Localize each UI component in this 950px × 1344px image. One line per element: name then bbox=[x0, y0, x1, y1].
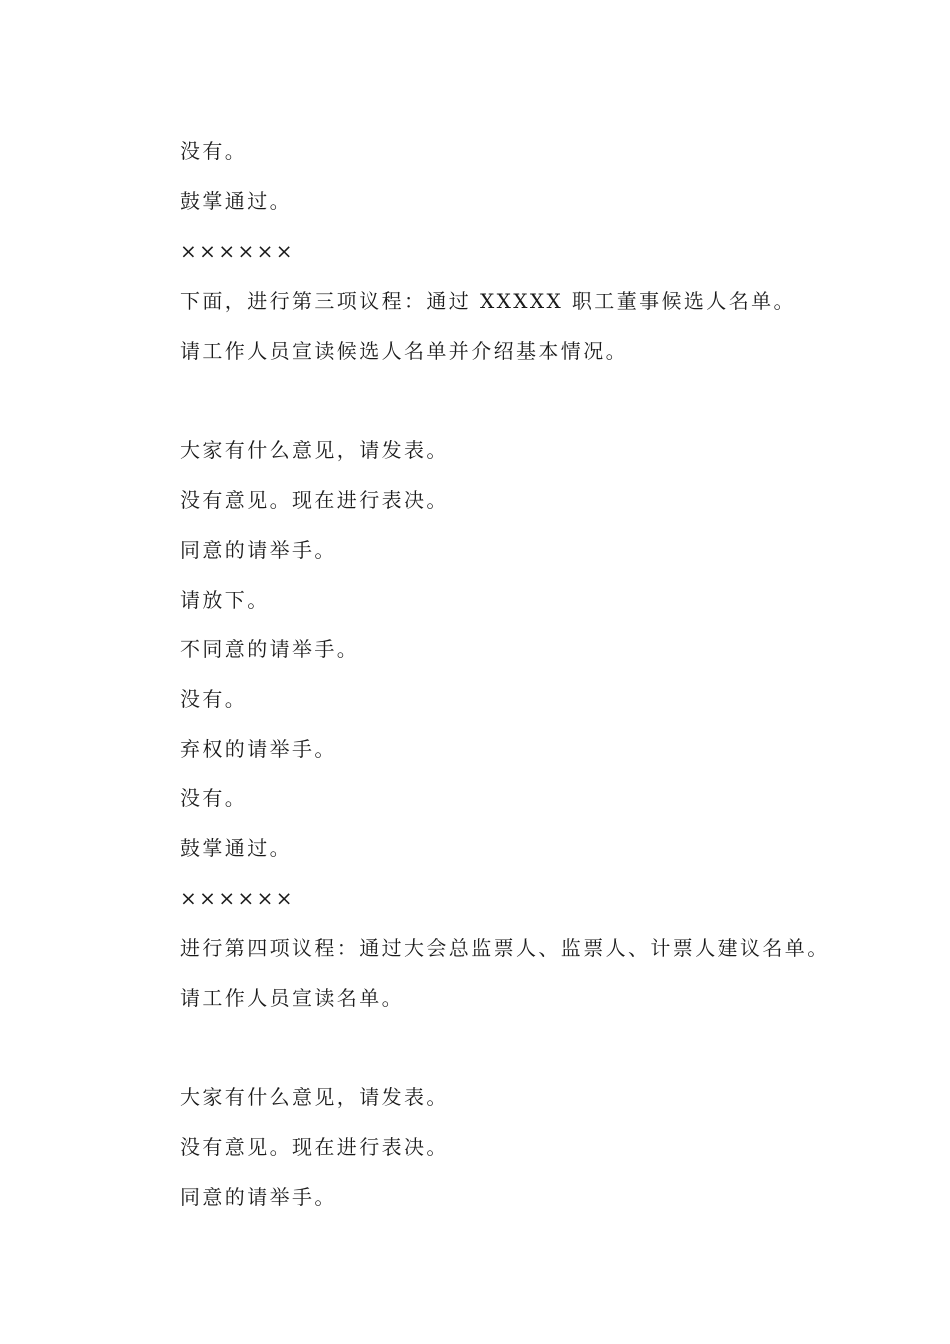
separator-line: ×××××× bbox=[180, 886, 295, 910]
text-line: 鼓掌通过。 bbox=[180, 836, 292, 860]
text-line: 鼓掌通过。 bbox=[180, 189, 292, 213]
text-line: 没有意见。现在进行表决。 bbox=[180, 1135, 449, 1159]
separator-line: ×××××× bbox=[180, 239, 295, 263]
text-line: 弃权的请举手。 bbox=[180, 737, 337, 761]
text-line: 没有。 bbox=[180, 139, 248, 163]
text-line: 没有。 bbox=[180, 687, 248, 711]
text-line: 同意的请举手。 bbox=[180, 538, 337, 562]
text-line: 没有。 bbox=[180, 786, 248, 810]
text-line: 没有意见。现在进行表决。 bbox=[180, 488, 449, 512]
text-line: 同意的请举手。 bbox=[180, 1185, 337, 1209]
agenda-item-three: 下面，进行第三项议程：通过 XXXXX 职工董事候选人名单。 bbox=[180, 289, 796, 313]
text-line: 大家有什么意见，请发表。 bbox=[180, 1085, 449, 1109]
text-line: 大家有什么意见，请发表。 bbox=[180, 438, 449, 462]
text-line: 请工作人员宣读候选人名单并介绍基本情况。 bbox=[180, 339, 628, 363]
agenda-item-four: 进行第四项议程：通过大会总监票人、监票人、计票人建议名单。 bbox=[180, 936, 830, 960]
text-line: 请放下。 bbox=[180, 588, 270, 612]
text-line: 请工作人员宣读名单。 bbox=[180, 986, 404, 1010]
text-line: 不同意的请举手。 bbox=[180, 637, 360, 661]
